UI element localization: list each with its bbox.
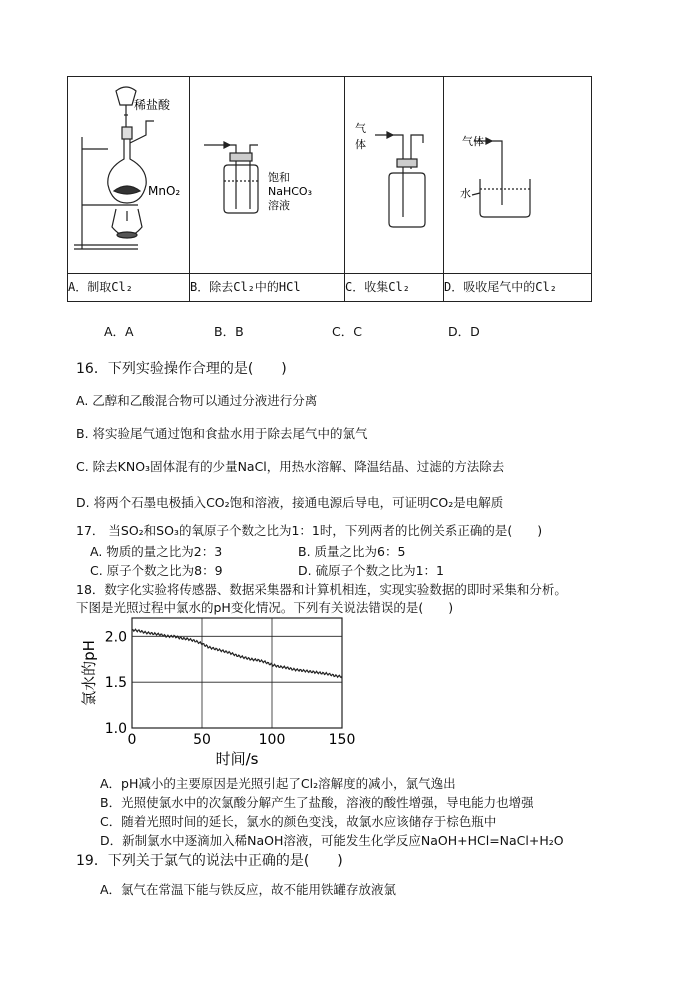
q18-option-c[interactable]: C．随着光照时间的延长，氯水的颜色变浅，故氯水应该储存于棕色瓶中: [100, 814, 497, 829]
x-tick-label: 100: [258, 732, 286, 748]
q15-option-b[interactable]: B．B: [214, 324, 244, 339]
label-d-water: 水: [460, 187, 471, 200]
q15-option-a[interactable]: A．A: [104, 324, 134, 339]
q18-stem-line2: 下图是光照过程中氯水的pH变化情况。下列有关说法错误的是( ): [76, 600, 454, 615]
label-d-gas: 气体: [462, 135, 484, 148]
caption-d: D．吸收尾气中的Cl₂: [444, 274, 592, 302]
q18-option-b[interactable]: B．光照使氯水中的次氯酸分解产生了盐酸，溶液的酸性增强，导电能力也增强: [100, 795, 534, 810]
q16-stem: 16．下列实验操作合理的是( ): [76, 361, 287, 377]
cell-c: [345, 77, 444, 274]
q19-stem: 19．下列关于氯气的说法中正确的是( ): [76, 853, 343, 869]
q16-option-a[interactable]: A. 乙醇和乙酸混合物可以通过分液进行分离: [76, 393, 318, 408]
caption-a: A．制取Cl₂: [68, 274, 190, 302]
cell-d: [444, 77, 592, 274]
y-tick-label: 1.0: [104, 721, 127, 737]
q18-option-a[interactable]: A．pH减小的主要原因是光照引起了Cl₂溶解度的减小，氯气逸出: [100, 776, 456, 791]
x-tick-label: 50: [193, 732, 211, 748]
y-tick-label: 1.5: [104, 675, 127, 692]
cell-b: [190, 77, 345, 274]
label-c-gas1: 气: [355, 122, 366, 135]
apparatus-c-drawing: [345, 77, 443, 273]
plot-frame: [132, 618, 342, 728]
q15-option-d[interactable]: D．D: [448, 324, 480, 339]
apparatus-a-drawing: [68, 77, 189, 273]
q16-option-d[interactable]: D. 将两个石墨电极插入CO₂饱和溶液，接通电源后导电，可证明CO₂是电解质: [76, 495, 504, 510]
x-tick-label: 150: [328, 732, 356, 748]
label-c-gas2: 体: [355, 138, 366, 151]
q19-option-a[interactable]: A．氯气在常温下能与铁反应，故不能用铁罐存放液氯: [100, 882, 397, 897]
q17-stem: 17． 当SO₂和SO₃的氧原子个数之比为1：1时，下列两者的比例关系正确的是( ): [76, 523, 543, 538]
ph-chart: [76, 612, 356, 772]
x-tick-label: 0: [127, 732, 137, 748]
q17-option-c[interactable]: C. 原子个数之比为8：9: [90, 563, 223, 578]
q15-option-c[interactable]: C．C: [332, 324, 362, 339]
y-axis-label: 氯水的pH: [80, 640, 98, 706]
q16-option-b[interactable]: B. 将实验尾气通过饱和食盐水用于除去尾气中的氯气: [76, 426, 368, 441]
apparatus-table: [67, 76, 592, 302]
label-b-2: NaHCO₃: [268, 185, 312, 198]
caption-b: B．除去Cl₂中的HCl: [190, 274, 345, 302]
apparatus-b-drawing: [190, 77, 344, 273]
cell-a: [68, 77, 190, 274]
q16-option-c[interactable]: C. 除去KNO₃固体混有的少量NaCl，用热水溶解、降温结晶、过滤的方法除去: [76, 459, 505, 474]
q17-option-a[interactable]: A. 物质的量之比为2：3: [90, 544, 223, 559]
q17-option-d[interactable]: D. 硫原子个数之比为1：1: [298, 563, 444, 578]
x-axis-label: 时间/s: [215, 750, 259, 768]
apparatus-d-drawing: [444, 77, 591, 273]
y-tick-label: 2.0: [104, 629, 127, 646]
label-b-3: 溶液: [268, 199, 290, 212]
label-mno2: MnO₂: [148, 184, 181, 198]
label-b-1: 饱和: [268, 171, 290, 184]
label-acid: 稀盐酸: [134, 98, 171, 112]
q18-option-d[interactable]: D．新制氯水中逐滴加入稀NaOH溶液，可能发生化学反应NaOH+HCl=NaCl+H₂O: [100, 833, 564, 848]
q18-stem-line1: 18．数字化实验将传感器、数据采集器和计算机相连，实现实验数据的即时采集和分析。: [76, 582, 567, 597]
caption-c: C．收集Cl₂: [345, 274, 444, 302]
q17-option-b[interactable]: B. 质量之比为6：5: [298, 544, 406, 559]
